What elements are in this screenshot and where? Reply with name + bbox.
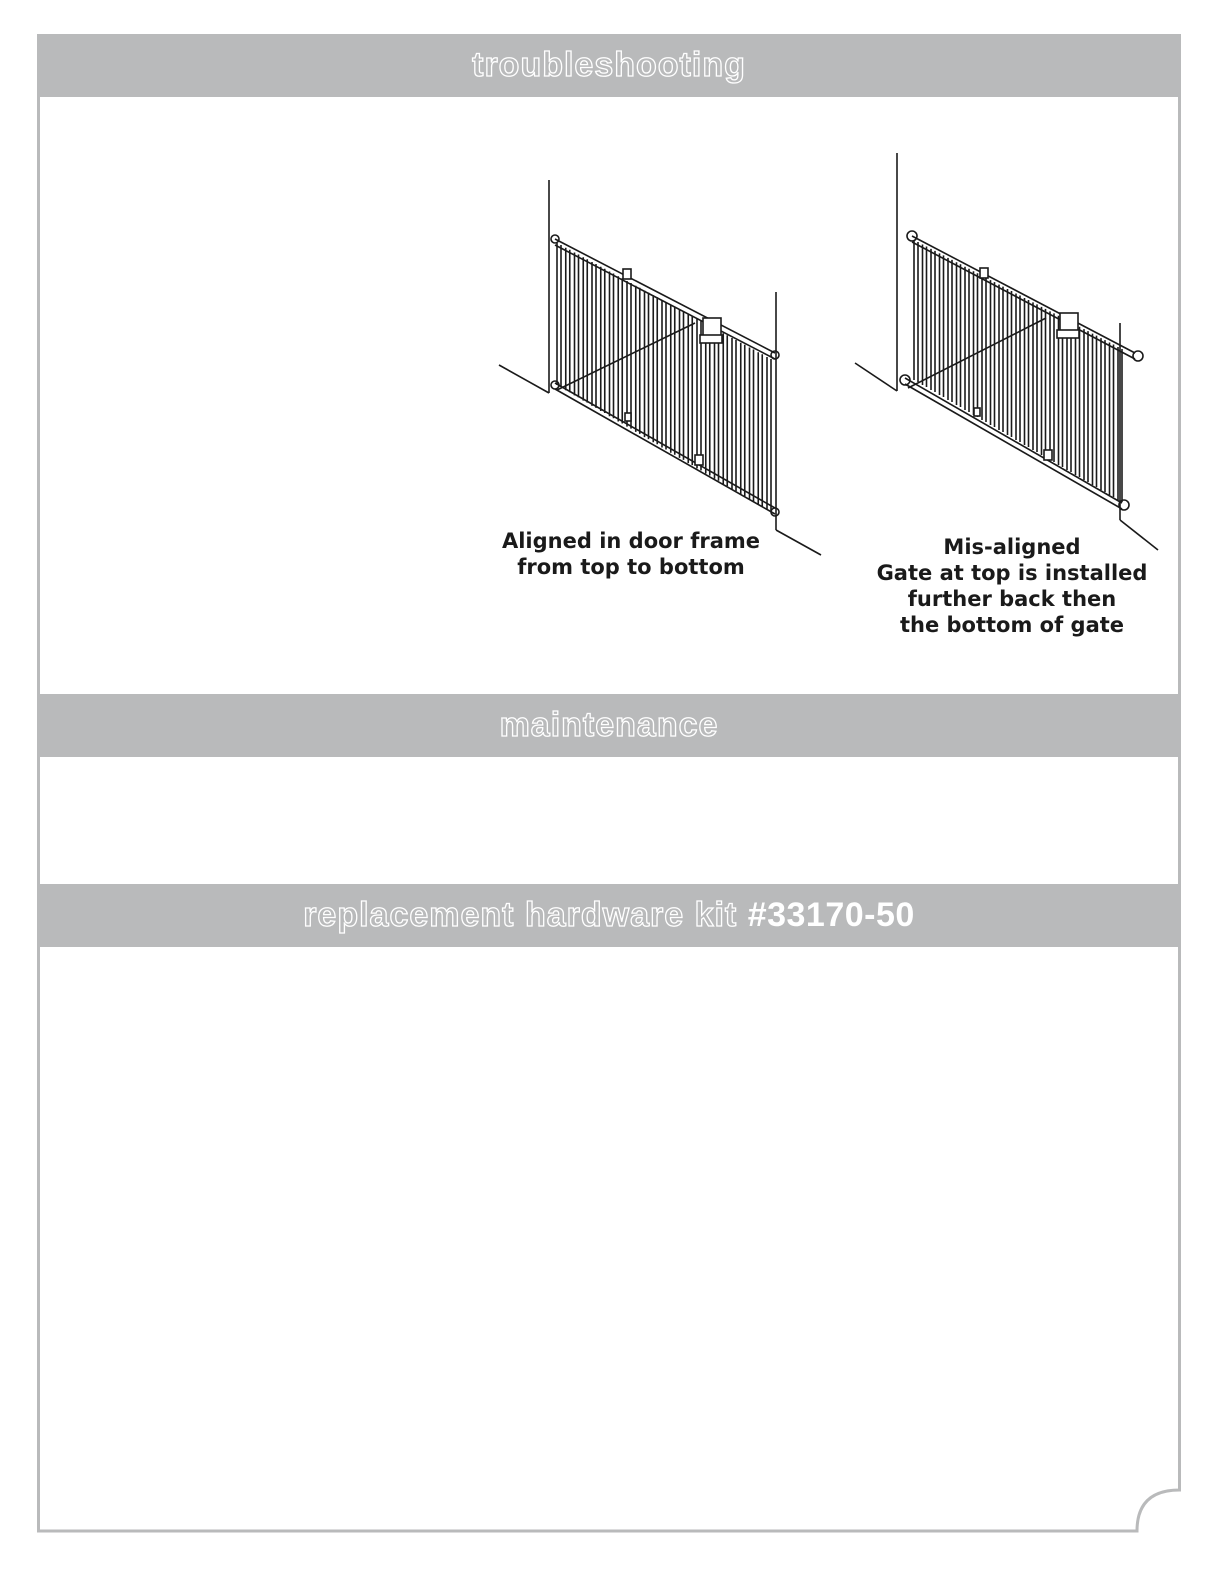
misaligned-gate-illustration bbox=[850, 148, 1165, 558]
troubleshooting-header bbox=[37, 34, 1181, 97]
maintenance-header bbox=[37, 694, 1181, 757]
hardware-kit-title bbox=[303, 896, 915, 935]
misaligned-caption-line: further back then bbox=[907, 587, 1117, 611]
aligned-caption-line: Aligned in door frame bbox=[501, 529, 761, 553]
misaligned-caption-line: Mis-aligned bbox=[943, 535, 1081, 559]
aligned-caption bbox=[495, 528, 767, 580]
hardware-kit-header bbox=[37, 884, 1181, 947]
hardware-kit-label: replacement hardware kit bbox=[303, 896, 738, 934]
aligned-caption-line: from top to bottom bbox=[517, 555, 745, 579]
hardware-kit-number: #33170-50 bbox=[747, 896, 915, 934]
misaligned-caption-line: the bottom of gate bbox=[899, 613, 1125, 637]
aligned-gate-illustration bbox=[495, 175, 830, 565]
maintenance-title: maintenance bbox=[499, 706, 719, 744]
misaligned-caption bbox=[862, 534, 1162, 638]
misaligned-caption-line: Gate at top is installed bbox=[876, 561, 1148, 585]
troubleshooting-title: troubleshooting bbox=[472, 46, 746, 84]
